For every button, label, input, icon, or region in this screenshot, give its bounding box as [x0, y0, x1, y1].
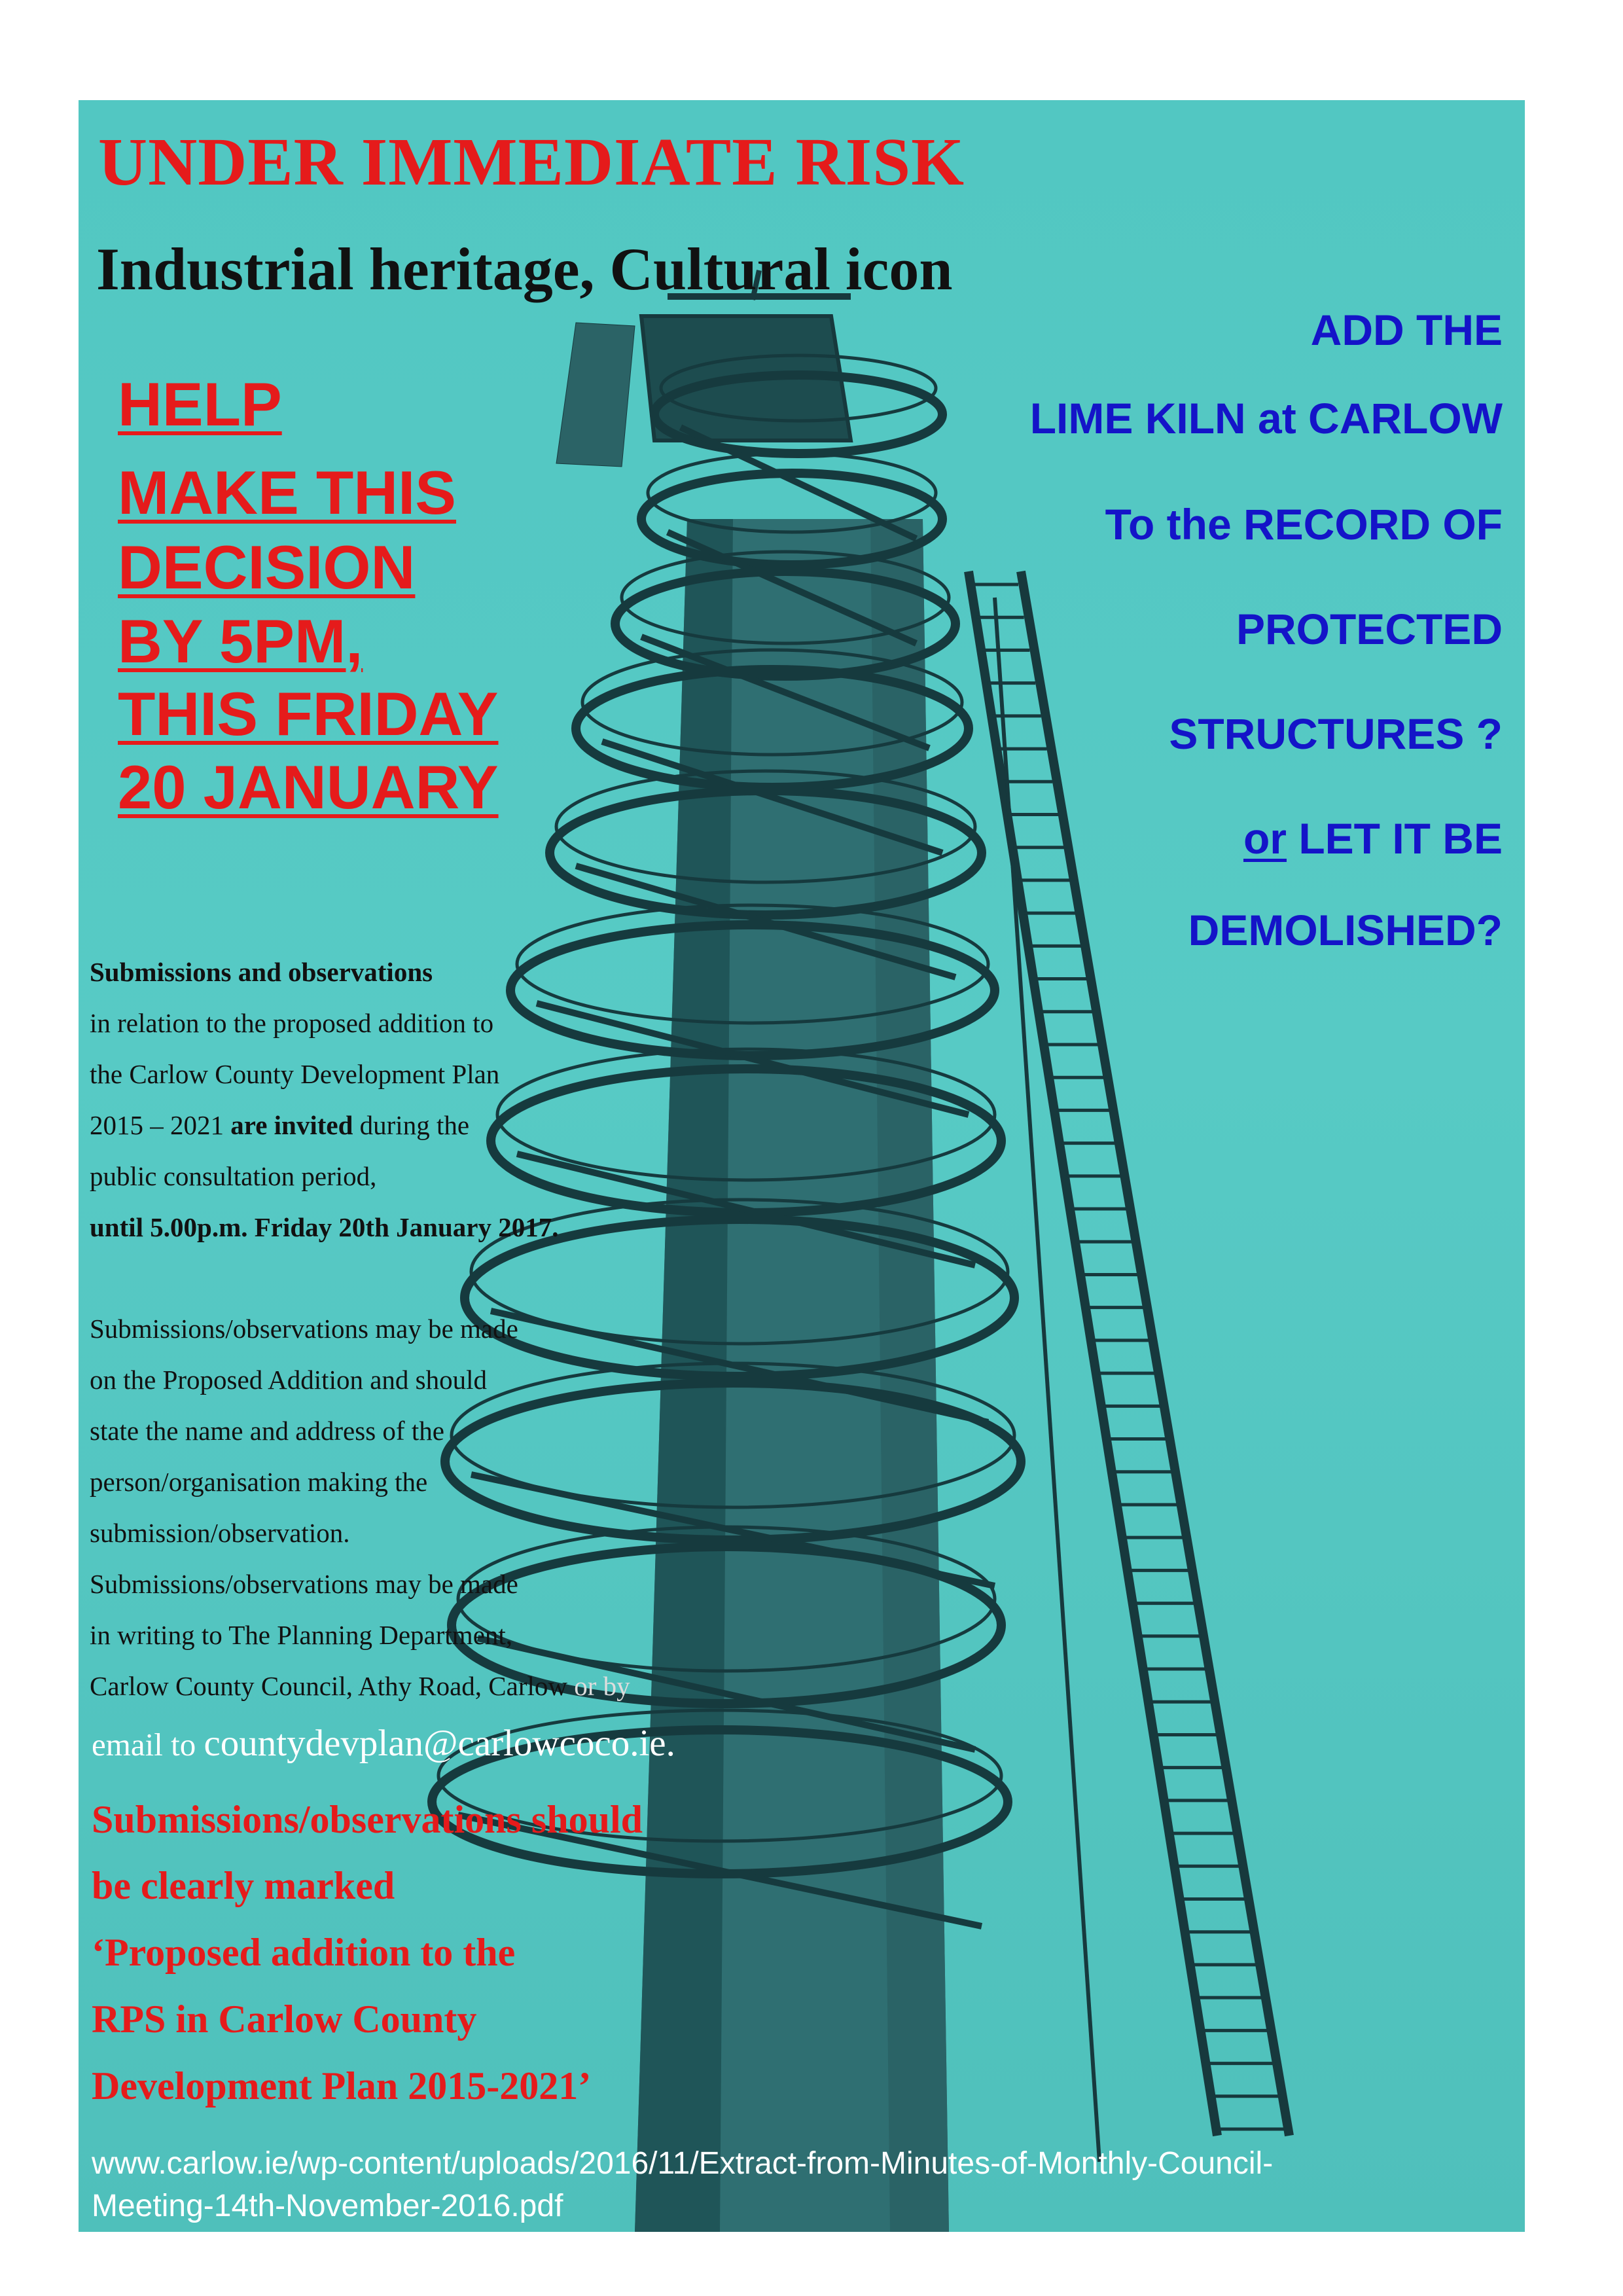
help-line-3: DECISION — [118, 533, 416, 601]
help-line-5: THIS FRIDAY — [118, 679, 499, 748]
body-line-4-c: during the — [353, 1110, 470, 1140]
source-url-line-1[interactable]: www.carlow.ie/wp-content/uploads/2016/11/Extract-from-Minutes-of-Monthly-Council- — [92, 2146, 1274, 2181]
body-line-10: person/organisation making the — [90, 1467, 428, 1497]
body-line-2: in relation to the proposed addition to — [90, 1008, 494, 1038]
body-line-8: on the Proposed Addition and should — [90, 1365, 488, 1395]
marking-line-1: Submissions/observations should — [92, 1798, 643, 1841]
marking-line-3: ‘Proposed addition to the — [92, 1931, 516, 1974]
marking-line-2: be clearly marked — [92, 1864, 395, 1907]
body-line-14-a: Carlow County Council, Athy Road, Carlow — [90, 1671, 567, 1701]
email-prefix: email to — [92, 1727, 204, 1763]
question-line-5: STRUCTURES ? — [1169, 709, 1503, 758]
deadline-line: until 5.00p.m. Friday 20th January 2017. — [90, 1212, 559, 1242]
body-line-3: the Carlow County Development Plan — [90, 1059, 500, 1089]
body-line-9: state the name and address of the — [90, 1416, 444, 1446]
subheadline: Industrial heritage, Cultural icon — [96, 236, 953, 302]
body-line-12: Submissions/observations may be made — [90, 1569, 518, 1599]
question-line-1: ADD THE — [1310, 306, 1503, 354]
help-line-2: MAKE THIS — [118, 458, 456, 527]
question-line-7: DEMOLISHED? — [1188, 906, 1503, 954]
body-line-1: Submissions and observations — [90, 957, 433, 987]
body-line-11: submission/observation. — [90, 1518, 350, 1548]
body-line-14-b: or by — [567, 1671, 630, 1701]
question-line-3: To the RECORD OF — [1105, 500, 1503, 548]
marking-line-4: RPS in Carlow County — [92, 1998, 477, 2041]
question-line-2: LIME KILN at CARLOW — [1029, 394, 1503, 442]
source-url-line-2[interactable]: Meeting-14th-November-2016.pdf — [92, 2189, 563, 2223]
marking-line-5: Development Plan 2015-2021’ — [92, 2064, 592, 2108]
email-address[interactable]: countydevplan@carlowcoco.ie. — [204, 1723, 675, 1764]
body-line-4-bold: are invited — [230, 1110, 353, 1140]
email-line — [92, 1722, 675, 1765]
body-line-7: Submissions/observations may be made — [90, 1314, 518, 1344]
body-line-5: public consultation period, — [90, 1161, 377, 1191]
question-line-6-rest: LET IT BE — [1298, 814, 1503, 863]
headline: UNDER IMMEDIATE RISK — [98, 124, 965, 200]
help-line-6: 20 JANUARY — [118, 753, 499, 821]
or-underlined: or — [1243, 814, 1287, 863]
question-line-4: PROTECTED — [1236, 605, 1503, 653]
poster — [79, 100, 1525, 2232]
body-line-4 — [90, 1112, 469, 1139]
body-line-4-a: 2015 – 2021 — [90, 1110, 231, 1140]
body-line-14 — [90, 1673, 630, 1700]
help-line-4: BY 5PM, — [118, 607, 363, 675]
question-line-6 — [1243, 814, 1503, 863]
body-line-13: in writing to The Planning Department, — [90, 1620, 513, 1650]
help-line-1: HELP — [118, 370, 282, 439]
